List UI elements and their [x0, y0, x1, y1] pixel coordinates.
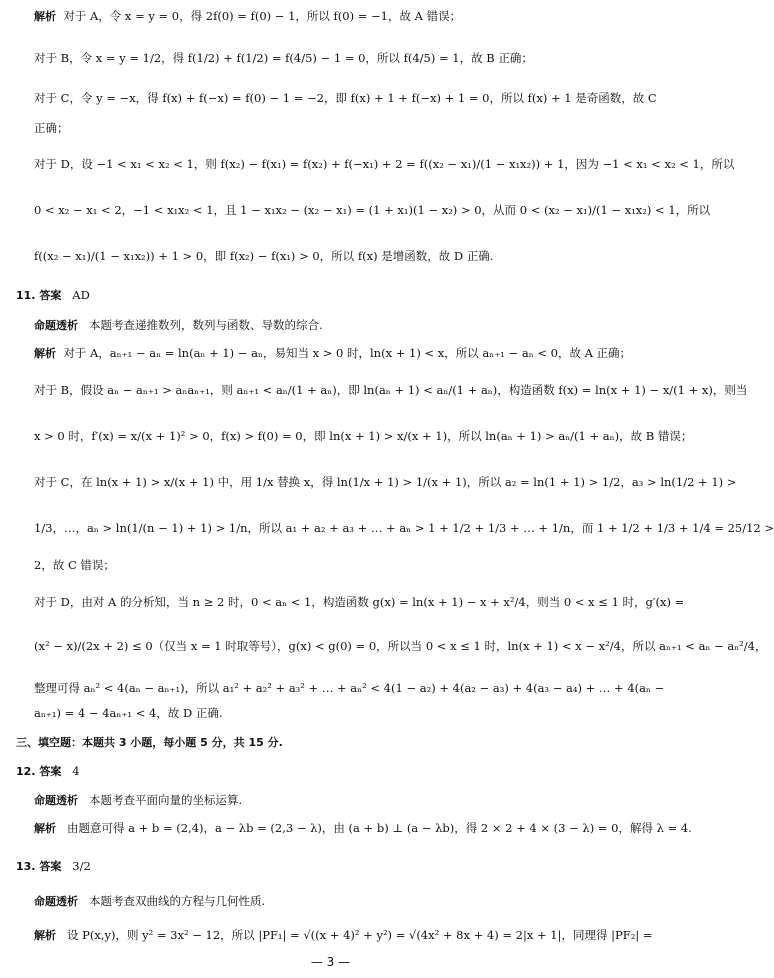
text-line — [34, 927, 653, 944]
line-text: 2，故 C 错误； — [34, 558, 115, 572]
line-text: f((x₂ − x₁)/(1 − x₁x₂)) + 1 > 0，即 f(x₂) − f(x₁) > 0，所以 f(x) 是增函数，故 D 正确. — [34, 249, 494, 263]
line-text: 由题意可得 a + b = (2,4)，a − λb = (2,3 − λ)，由 (a + b) ⊥ (a − λb)，得 2 × 2 + 4 × (3 − λ) = 0，解得 λ = 4. — [66, 821, 692, 835]
line-text: 对于 D，设 −1 < x₁ < x₂ < 1，则 f(x₂) − f(x₁) = f(x₂) + f(−x₁) + 2 = f((x₂ − x₁)/(1 − x₁x₂)) + 1，因为 −1 < x₁ < x₂ < 1，所以 — [34, 157, 735, 171]
line-text: 对于 C，令 y = −x，得 f(x) + f(−x) = f(0) − 1 = −2，即 f(x) + 1 + f(−x) + 1 = 0，所以 f(x) + 1 是奇函数，故 C — [34, 91, 657, 105]
section-title: 三、填空题：本题共 3 小题，每小题 5 分，共 15 分. — [16, 736, 283, 749]
line-label: 命题透析 — [34, 794, 78, 807]
text-line — [34, 557, 647, 573]
answer-line — [16, 287, 647, 304]
answer-text: AD — [72, 288, 90, 302]
line-text: 对于 B，令 x = y = 1/2，得 f(1/2) + f(1/2) = f(4/5) − 1 = 0，所以 f(4/5) = 1，故 B 正确； — [34, 51, 533, 65]
answer-text: 4 — [72, 764, 80, 778]
line-text: 正确； — [34, 121, 69, 135]
line-text: 对于 A，aₙ₊₁ − aₙ = ln(aₙ + 1) − aₙ，易知当 x > 0 时，ln(x + 1) < x，所以 aₙ₊₁ − aₙ < 0，故 A 正确； — [63, 346, 632, 360]
text-line — [34, 893, 647, 910]
text-line — [34, 317, 647, 334]
line-text: 1/3，…，aₙ > ln(1/(n − 1) + 1) > 1/n，所以 a₁ + a₂ + a₃ + … + aₙ > 1 + 1/2 + 1/3 + … + 1/n，而 1 + 1/2 + 1/3 + 1/4 = 25/12 > — [34, 521, 774, 535]
line-label: 解析 — [34, 822, 56, 835]
text-line — [34, 50, 647, 66]
text-line — [34, 520, 774, 536]
line-text: x > 0 时，f′(x) = x/(x + 1)² > 0，f(x) > f(0) = 0，即 ln(x + 1) > x/(x + 1)，所以 ln(aₙ + 1) > aₙ/(1 + aₙ)，故 B 错误； — [34, 429, 693, 443]
line-text: 本题考查递推数列，数列与函数、导数的综合. — [88, 318, 323, 332]
question-label: 11. 答案 — [16, 289, 62, 302]
line-text: aₙ₊₁) = 4 − 4aₙ₊₁ < 4，故 D 正确. — [34, 706, 223, 720]
line-label: 命题透析 — [34, 895, 78, 908]
line-label: 解析 — [34, 929, 56, 942]
text-line — [34, 120, 647, 136]
line-label: 解析 — [34, 347, 56, 360]
line-text: 设 P(x,y)，则 y² = 3x² − 12，所以 |PF₁| = √((x + 4)² + y²) = √(4x² + 8x + 4) = 2|x + 1|，同理得 |PF₂| = — [66, 928, 653, 942]
line-label: 解析 — [34, 10, 56, 23]
text-line — [34, 594, 685, 610]
line-text: 本题考查平面向量的坐标运算. — [88, 793, 243, 807]
text-line — [34, 792, 647, 809]
question-label: 13. 答案 — [16, 860, 62, 873]
text-line — [34, 428, 693, 444]
text-line — [34, 248, 647, 264]
line-text: (x² − x)/(2x + 2) ≤ 0（仅当 x = 1 时取等号），g(x) < g(0) = 0，所以当 0 < x ≤ 1 时，ln(x + 1) < x − x²/4，所以 aₙ₊₁ < aₙ − aₙ²/4， — [34, 639, 767, 653]
line-text: 对于 C，在 ln(x + 1) > x/(x + 1) 中，用 1/x 替换 x，得 ln(1/x + 1) > 1/(x + 1)，所以 a₂ = ln(1 + 1) > 1/2，a₃ > ln(1/2 + 1) > — [34, 475, 737, 489]
line-text: 对于 D，由对 A 的分析知，当 n ≥ 2 时，0 < aₙ < 1，构造函数 g(x) = ln(x + 1) − x + x²/4，则当 0 < x ≤ 1 时，g′(x) = — [34, 595, 685, 609]
line-text: 本题考查双曲线的方程与几何性质. — [88, 894, 266, 908]
text-line — [34, 705, 647, 721]
line-text: 对于 A，令 x = y = 0，得 2f(0) = f(0) − 1，所以 f(0) = −1，故 A 错误； — [63, 9, 462, 23]
line-label: 命题透析 — [34, 319, 78, 332]
text-line — [34, 820, 692, 837]
line-text: 0 < x₂ − x₁ < 2，−1 < x₁x₂ < 1，且 1 − x₁x₂ − (x₂ − x₁) = (1 + x₁)(1 − x₂) > 0，从而 0 < (x₂ − x₁)/(1 − x₁x₂) < 1，所以 — [34, 203, 711, 217]
section-heading — [16, 734, 647, 751]
answer-line — [16, 763, 647, 780]
text-line — [34, 680, 665, 696]
text-line — [34, 474, 737, 490]
page-number: — 3 — — [310, 955, 351, 969]
line-text: 对于 B，假设 aₙ − aₙ₊₁ > aₙaₙ₊₁，则 aₙ₊₁ < aₙ/(1 + aₙ)，即 ln(aₙ + 1) < aₙ/(1 + aₙ)，构造函数 f(x) = ln(x + 1) − x/(1 + x)，则当 — [34, 383, 748, 397]
text-line — [34, 345, 647, 362]
answer-line — [16, 858, 647, 875]
question-label: 12. 答案 — [16, 765, 62, 778]
text-line — [34, 90, 657, 106]
line-text: 整理可得 aₙ² < 4(aₙ − aₙ₊₁)，所以 a₁² + a₂² + a₃² + … + aₙ² < 4(1 − a₂) + 4(a₂ − a₃) + 4(a₃ − a₄) + … + 4(aₙ − — [34, 681, 665, 695]
text-line — [34, 202, 711, 218]
answer-text: 3/2 — [72, 859, 91, 873]
text-line — [34, 8, 647, 25]
text-line — [34, 156, 735, 172]
text-line — [34, 638, 767, 654]
text-line — [34, 382, 748, 398]
